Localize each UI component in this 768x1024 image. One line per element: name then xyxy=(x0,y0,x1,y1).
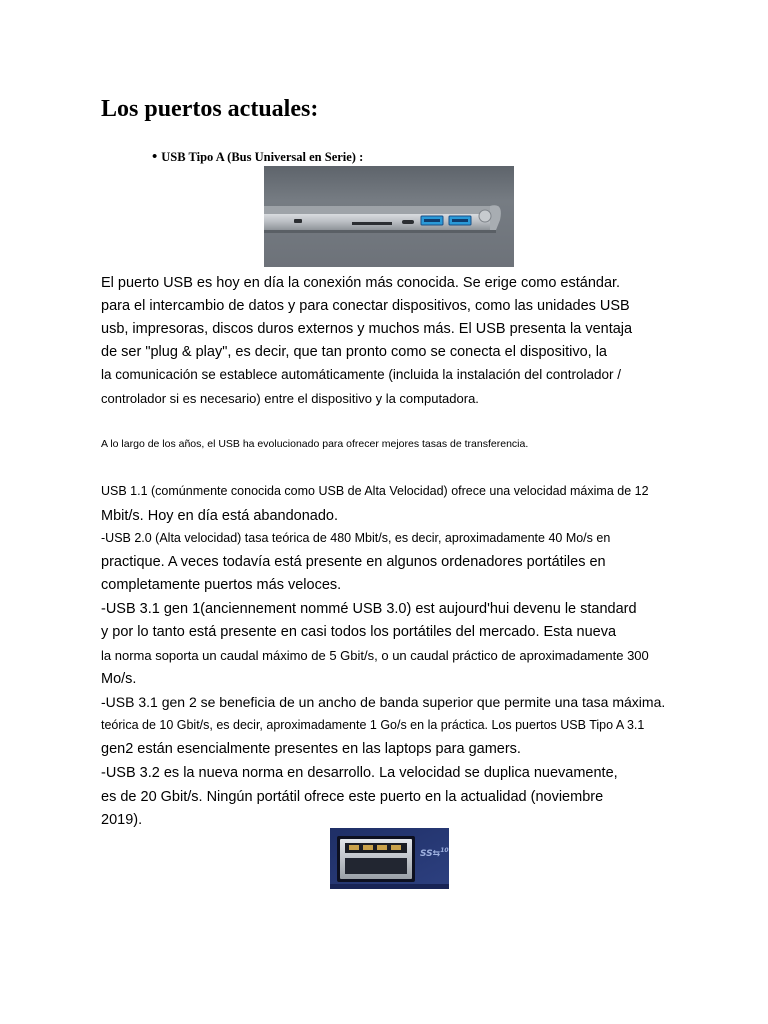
version-line: gen2 están esencialmente presentes en las laptops para gamers. xyxy=(101,741,521,757)
version-line: -USB 2.0 (Alta velocidad) tasa teórica de 480 Mbit/s, es decir, aproximadamente 40 Mo/s en xyxy=(101,531,611,545)
note-line: A lo largo de los años, el USB ha evolucionado para ofrecer mejores tasas de transferencia. xyxy=(101,438,529,450)
version-line: Mo/s. xyxy=(101,671,137,687)
version-line: -USB 3.1 gen 1(anciennement nommé USB 3.0) est aujourd'hui devenu le standard xyxy=(101,601,637,617)
laptop-usb-ports-photo xyxy=(264,166,514,267)
superspeed-logo-superscript: 10 xyxy=(440,847,449,854)
paragraph-line: usb, impresoras, discos duros externos y muchos más. El USB presenta la ventaja xyxy=(101,321,633,337)
version-line: completamente puertos más veloces. xyxy=(101,577,342,593)
version-line: teórica de 10 Gbit/s, es decir, aproximadamente 1 Go/s en la práctica. Los puertos USB Tipo A 3.1 xyxy=(101,718,645,732)
version-line: Mbit/s. Hoy en día está abandonado. xyxy=(101,508,338,524)
version-line: es de 20 Gbit/s. Ningún portátil ofrece este puerto en la actualidad (noviembre xyxy=(101,789,604,805)
version-line: -USB 3.1 gen 2 se beneficia de un ancho de banda superior que permite una tasa máxima. xyxy=(101,694,666,710)
paragraph-line: la comunicación se establece automáticamente (incluida la instalación del controlador / xyxy=(101,367,622,382)
version-line: -USB 3.2 es la nueva norma en desarrollo. La velocidad se duplica nuevamente, xyxy=(101,765,618,781)
bullet-marker: • xyxy=(152,149,158,165)
version-line: la norma soporta un caudal máximo de 5 Gbit/s, o un caudal práctico de aproximadamente 300 xyxy=(101,648,649,663)
usb-port-closeup-photo xyxy=(330,828,449,889)
superspeed-logo xyxy=(420,847,449,859)
version-line: practique. A veces todavía está presente en algunos ordenadores portátiles en xyxy=(101,554,606,570)
bullet-label: USB Tipo A (Bus Universal en Serie) : xyxy=(161,150,364,164)
version-line: USB 1.1 (comúnmente conocida como USB de Alta Velocidad) ofrece una velocidad máxima de 12 xyxy=(101,484,649,498)
superspeed-logo-text: SS⇆ xyxy=(420,849,441,859)
paragraph-line: controlador si es necesario) entre el dispositivo y la computadora. xyxy=(101,391,479,406)
paragraph-line: de ser "plug & play", es decir, que tan pronto como se conecta el dispositivo, la xyxy=(101,344,607,360)
bullet-item-usb-type-a xyxy=(152,148,363,166)
paragraph-line: El puerto USB es hoy en día la conexión más conocida. Se erige como estándar. xyxy=(101,275,621,291)
page-title: Los puertos actuales: xyxy=(101,96,319,122)
version-line: 2019). xyxy=(101,812,143,828)
paragraph-line: para el intercambio de datos y para conectar dispositivos, como las unidades USB xyxy=(101,298,630,314)
version-line: y por lo tanto está presente en casi todos los portátiles del mercado. Esta nueva xyxy=(101,624,617,640)
